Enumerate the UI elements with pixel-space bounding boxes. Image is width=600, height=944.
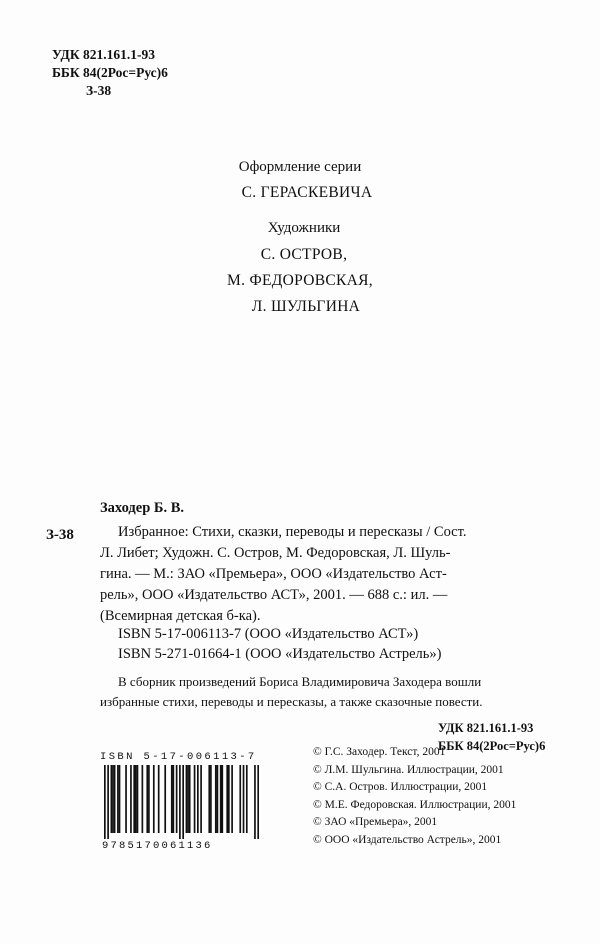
bbk-code: ББК 84(2Рос=Рус)6: [438, 739, 546, 753]
barcode-bar: [197, 765, 199, 833]
series-design-label: Оформление серии: [238, 159, 362, 175]
barcode-bar: [182, 765, 184, 839]
barcode-bar: [254, 765, 256, 839]
annotation-line: избранные стихи, переводы и пересказы, а также сказочные повести.: [100, 694, 483, 709]
catalog-line: рель», ООО «Издательство АСТ», 2001. — 688 с.: ил. —: [100, 587, 448, 603]
isbn-list: [118, 624, 441, 664]
barcode-bar: [117, 765, 119, 833]
catalog-description: [100, 522, 560, 627]
artists-label: Художники: [267, 220, 341, 236]
artist-name: Л. ШУЛЬГИНА: [251, 298, 361, 315]
artist-name: С. ОСТРОВ,: [260, 246, 348, 263]
barcode-bar: [111, 765, 113, 833]
barcode-bar: [137, 765, 139, 833]
barcode-bar: [173, 765, 175, 833]
udk-code: УДК 821.161.1-93: [438, 721, 534, 735]
barcode-bar: [257, 765, 259, 839]
barcode-bar: [114, 765, 116, 833]
annotation: [100, 672, 560, 712]
barcode-bar: [231, 765, 233, 833]
catalog-line: (Всемирная детская б-ка).: [100, 608, 261, 624]
catalog-line: Избранное: Стихи, сказки, переводы и пересказы / Сост.: [118, 524, 467, 540]
artists-credit: [0, 214, 600, 320]
barcode-bar: [186, 765, 188, 833]
copyright-line: © С.А. Остров. Иллюстрации, 2001: [313, 781, 488, 793]
catalog-author: Заходер Б. В.: [100, 500, 185, 516]
barcode-bar: [153, 765, 155, 833]
barcode-bar: [112, 765, 114, 833]
barcode-bar: [200, 765, 202, 833]
barcode-bar: [133, 765, 135, 833]
barcode-bar: [146, 765, 148, 833]
barcode-bar: [221, 765, 223, 833]
catalog-line: Л. Либет; Художн. С. Остров, М. Федоровская, Л. Шуль-: [100, 545, 451, 561]
barcode-bar: [215, 765, 217, 833]
barcode-bar: [189, 765, 191, 833]
barcode-bar: [107, 765, 109, 839]
barcode-bar: [226, 765, 228, 833]
barcode-bar: [119, 765, 121, 833]
isbn-line: ISBN 5-271-01664-1 (ООО «Издательство Астрель»): [118, 646, 442, 662]
barcode-bar: [179, 765, 181, 839]
barcode-bar: [148, 765, 150, 833]
copyright-line: © ООО «Издательство Астрель», 2001: [313, 833, 502, 846]
barcode-digits: 9785170061136: [102, 840, 213, 852]
udk-code: УДК 821.161.1-93: [52, 47, 155, 62]
bbk-code: ББК 84(2Рос=Рус)6: [52, 65, 168, 80]
barcode: [100, 751, 263, 854]
barcode-bar: [130, 765, 132, 833]
copyright-line: © М.Е. Федоровская. Иллюстрации, 2001: [313, 798, 517, 811]
barcode-bar: [176, 765, 178, 833]
barcode-bar: [164, 765, 166, 833]
barcode-bar: [194, 765, 196, 833]
barcode-bar: [228, 765, 230, 833]
series-designer-name: С. ГЕРАСКЕВИЧА: [241, 184, 373, 201]
barcode-bar: [210, 765, 212, 833]
isbn-line: ISBN 5-17-006113-7 (ООО «Издательство АСТ»): [118, 626, 419, 642]
barcode-bar: [104, 765, 106, 839]
author-code: З-38: [86, 83, 112, 98]
barcode-bar: [220, 765, 222, 833]
barcode-bar: [239, 765, 241, 833]
catalog-code: З-38: [46, 527, 74, 543]
barcode-bar: [187, 765, 189, 833]
barcode-bar: [135, 765, 137, 833]
barcode-bar: [171, 765, 173, 833]
barcode-bar: [246, 765, 248, 833]
barcode-bars: [104, 765, 259, 839]
copyright-line: © Г.С. Заходер. Текст, 2001: [313, 746, 446, 758]
barcode-bar: [125, 765, 127, 833]
barcode-bar: [142, 765, 144, 833]
barcode-bar: [217, 765, 219, 833]
copyright-line: © Л.М. Шульгина. Иллюстрации, 2001: [313, 763, 504, 776]
barcode-bar: [158, 765, 160, 833]
barcode-bar: [243, 765, 245, 833]
barcode-bar: [208, 765, 210, 833]
copyright-line: © ЗАО «Премьера», 2001: [313, 816, 438, 828]
barcode-isbn-text: ISBN 5-17-006113-7: [100, 751, 257, 763]
artist-name: М. ФЕДОРОВСКАЯ,: [227, 272, 373, 289]
copyright-list: [313, 744, 516, 849]
annotation-line: В сборник произведений Бориса Владимировича Заходера вошли: [118, 674, 482, 689]
series-design-credit: [0, 156, 600, 208]
top-classification-codes: [52, 46, 168, 100]
catalog-line: гина. — М.: ЗАО «Премьера», ООО «Издательство Аст-: [100, 566, 447, 582]
